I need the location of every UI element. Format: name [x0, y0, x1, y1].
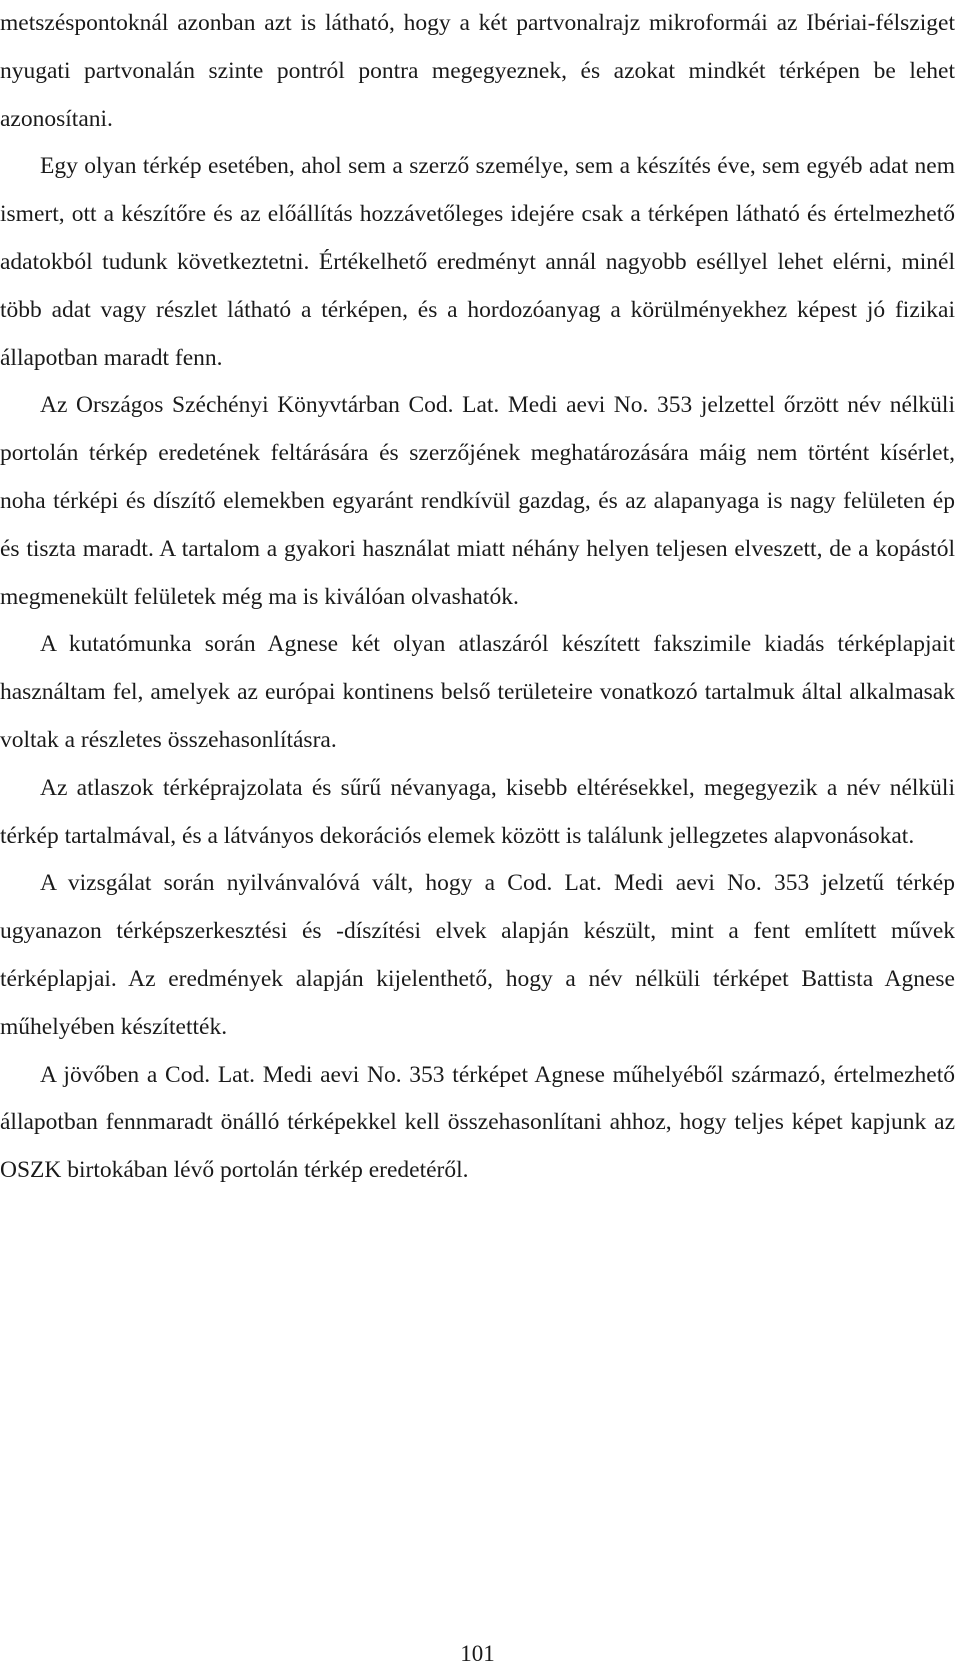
paragraph: A vizsgálat során nyilvánvalóvá vált, hogy a Cod. Lat. Medi aevi No. 353 jelzetű térkép ugyanazon térképszerkesztési és -díszítési elvek alapján készült, mint a fent említett művek térképlapjai. Az eredmények alapján kijelenthető, hogy a név nélküli térképet Battista Agnese műhelyében készítették. [0, 870, 955, 1040]
page-number: 101 [460, 1641, 495, 1666]
paragraph-continued: metszéspontoknál azonban azt is látható, hogy a két partvonalrajz mikroformái az Ibériai-félsziget nyugati partvonalán szinte pontról pontra megegyeznek, és azokat mindkét térképen be lehet azonosítani. [0, 10, 955, 132]
paragraph: Egy olyan térkép esetében, ahol sem a szerző személye, sem a készítés éve, sem egyéb adat nem ismert, ott a készítőre és az előállítás hozzávetőleges idejére csak a térképen látható és értelmezhető adatokból tudunk következtetni. Értékelhető eredményt annál nagyobb eséllyel lehet elérni, minél több adat vagy részlet látható a térképen, és a hordozóanyag a körülményekhez képest jó fizikai állapotban maradt fenn. [0, 153, 955, 371]
paragraph: Az atlaszok térképrajzolata és sűrű névanyaga, kisebb eltérésekkel, megegyezik a név nélküli térkép tartalmával, és a látványos dekorációs elemek között is találunk jellegzetes alapvonásokat. [0, 774, 955, 849]
paragraph: Az Országos Széchényi Könyvtárban Cod. Lat. Medi aevi No. 353 jelzettel őrzött név nélküli portolán térkép eredetének feltárására és szerzőjének meghatározására máig nem történt kísérlet, noha térképi és díszítő elemekben egyaránt rendkívül gazdag, és az alapanyaga is nagy felületen ép és tiszta maradt. A tartalom a gyakori használat miatt néhány helyen teljesen elveszett, de a kopástól megmenekült felületek még ma is kiválóan olvashatók. [0, 392, 955, 610]
paragraph: A kutatómunka során Agnese két olyan atlaszáról készített fakszimile kiadás térképlapjait használtam fel, amelyek az európai kontinens belső területeire vonatkozó tartalmuk által alkalmasak voltak a részletes összehasonlításra. [0, 631, 955, 753]
paragraph: A jövőben a Cod. Lat. Medi aevi No. 353 térképet Agnese műhelyéből származó, értelmezhető állapotban fennmaradt önálló térképekkel kell összehasonlítani ahhoz, hogy teljes képet kapjunk az OSZK birtokában lévő portolán térkép eredetéről. [0, 1061, 955, 1184]
